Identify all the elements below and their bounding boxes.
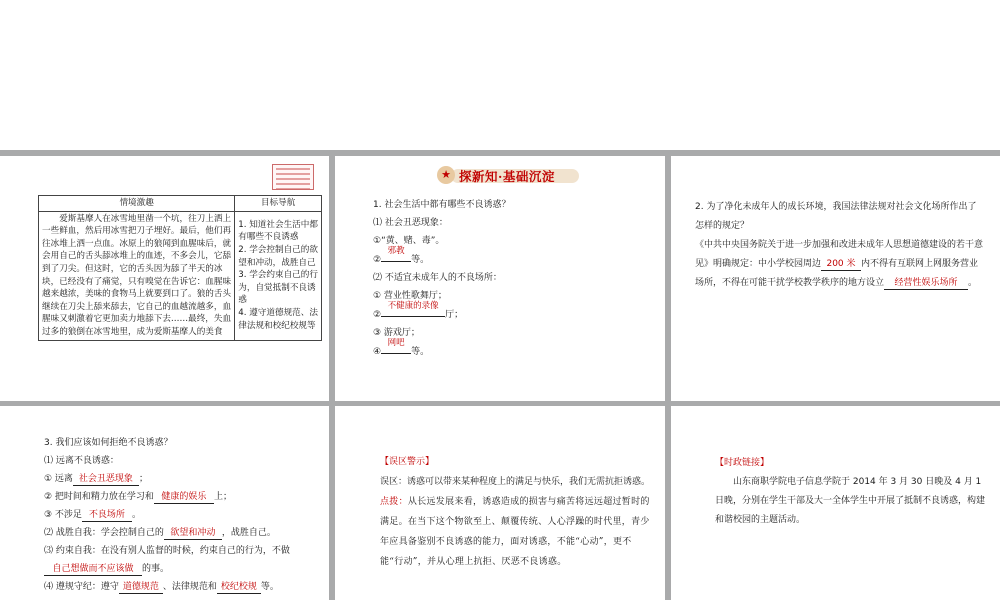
misconception-text: 误区：诱惑可以带来某种程度上的满足与快乐，我们无需抗拒诱惑。 — [380, 477, 651, 487]
answer-cult: 邪教 — [387, 246, 405, 256]
answer-venue: 经营性娱乐场所 — [884, 277, 968, 290]
q3-line-2: ① 远离 社会丑恶现象 ； — [44, 474, 148, 484]
slide-2[interactable] — [335, 156, 665, 401]
star-icon: ★ — [437, 166, 455, 184]
q3-line-4: ③ 不涉足 不良场所 。 — [44, 510, 141, 520]
q1-line-1: ⑴ 社会丑恶现象： — [373, 218, 448, 228]
q1-line-5: ① 营业性歌舞厅； — [373, 291, 447, 301]
q1-line-3: ② 邪教 等。 — [373, 250, 653, 269]
question-1: 1. 社会生活中都有哪些不良诱惑？ — [373, 200, 511, 210]
slide-1[interactable] — [0, 156, 329, 401]
q1-line-7: ③ 游戏厅； — [373, 328, 420, 338]
table-header-situation: 情境激趣 — [39, 196, 235, 212]
answer-school-rules: 校纪校规 — [217, 581, 261, 594]
slide-3[interactable] — [671, 156, 1000, 401]
q3-line-1: ⑴ 远离不良诱惑： — [44, 456, 119, 466]
q3-line-5: ⑵ 战胜自我：学会控制自己的 欲望和冲动 ，战胜自己。 — [44, 528, 276, 538]
answer-morals: 道德规范 — [119, 581, 163, 594]
q3-line-6: ⑶ 约束自我：在没有别人监督的时候，约束自己的行为，不做 — [44, 546, 290, 556]
section-banner — [437, 165, 579, 185]
table-header-goals: 目标导航 — [235, 196, 322, 212]
news-link-title: 【时政链接】 — [715, 458, 770, 468]
story-cell: 爱斯基摩人在冰雪地里凿一个坑，往刀上洒上一些鲜血，然后用冰雪把刀子埋好。最后，他们再往冰堆上洒一点血。冰原上的狼闻到血腥味后，就会用自己的舌头舔冰堆上的血迹，不多会儿，它舔到了刀尖。但这时，它的舌头因为舔了半天的冰块，已经没有了痛觉，只有嗅觉在告诉它：血腥味越来越浓，美味的食物马上就要到口了。狼的舌头继续在刀尖上舔来舔去，它自己的血越流越多，血腥味又刺激着它更加卖力地舔下去……最终，失血过多的狼倒在冰雪地里，成为爱斯基摩人的美食 — [39, 211, 235, 340]
q3-line-3: ② 把时间和精力放在学习和 健康的娱乐 上； — [44, 492, 232, 502]
answer-desire: 欲望和冲动 — [164, 527, 222, 540]
news-text: 山东商职学院电子信息学院于 2014 年 3 月 30 日晚及 4 月 1 日晚，分别在学生干部及大一全体学生中开展了抵制不良诱惑，构建和谐校园的主题活动。 — [715, 477, 986, 525]
q3-line-8: ⑷ 遵规守纪：遵守 道德规范 、法律规范和 校纪校规 等。 — [44, 582, 279, 592]
q1-line-8: ④ 网吧 等。 — [373, 342, 653, 361]
note-icon — [272, 164, 314, 190]
slide-5[interactable] — [335, 406, 665, 600]
answer-netbar: 网吧 — [387, 338, 405, 348]
misconception-title: 【误区警示】 — [380, 457, 435, 467]
answer-evil: 社会丑恶现象 — [73, 473, 139, 486]
banner-title: 探新知·基础沉淀 — [459, 169, 555, 184]
answer-video: 不健康的录像 — [387, 301, 439, 311]
q3-line-7: 自己想做而不应该做 的事。 — [44, 560, 326, 578]
guidance-text: 点拨：从长远发展来看，诱惑造成的损害与痛苦将远远超过暂时的满足。在当下这个物欲至上、颠覆传统、人心浮躁的时代里，青少年应具备鉴别不良诱惑的能力，面对诱惑，不能“心动”，更不能“行动”，并从心理上抗拒、厌恶不良诱惑。 — [380, 497, 650, 567]
q1-line-4: ⑵ 不适宜未成年人的不良场所： — [373, 273, 502, 283]
answer-should-not: 自己想做而不应该做 — [44, 563, 142, 576]
goals-cell: 1. 知道社会生活中都有哪些不良诱惑 2. 学会控制自己的欲望和冲动，战胜自己 3. 学会约束自己的行为，自觉抵制不良诱惑 4. 遵守道德规范、法律法规和校纪校规等 — [235, 211, 322, 340]
slide-4[interactable] — [0, 406, 329, 600]
answer-paragraph: 《中共中央国务院关于进一步加强和改进未成年人思想道德建设的若干意见》明确规定：中小学校园周边 200 米 内不得有互联网上网服务营业场所，不得在可能干扰学校教学秩序的地方设立 经营性娱乐场所 。 — [695, 240, 984, 288]
answer-entertainment: 健康的娱乐 — [154, 491, 214, 504]
question-2: 2. 为了净化未成年人的成长环境，我国法律法规对社会文化场所作出了怎样的规定？ — [695, 202, 977, 231]
slide-6[interactable] — [671, 406, 1000, 600]
answer-distance: 200 米 — [821, 258, 861, 271]
answer-places: 不良场所 — [82, 509, 132, 522]
q1-line-2: ①“黄、赌、毒”。 — [373, 236, 445, 246]
question-3: 3. 我们应该如何拒绝不良诱惑？ — [44, 438, 173, 448]
guide-table — [38, 195, 322, 341]
q1-line-6: ② 不健康的录像 厅； — [373, 305, 653, 324]
